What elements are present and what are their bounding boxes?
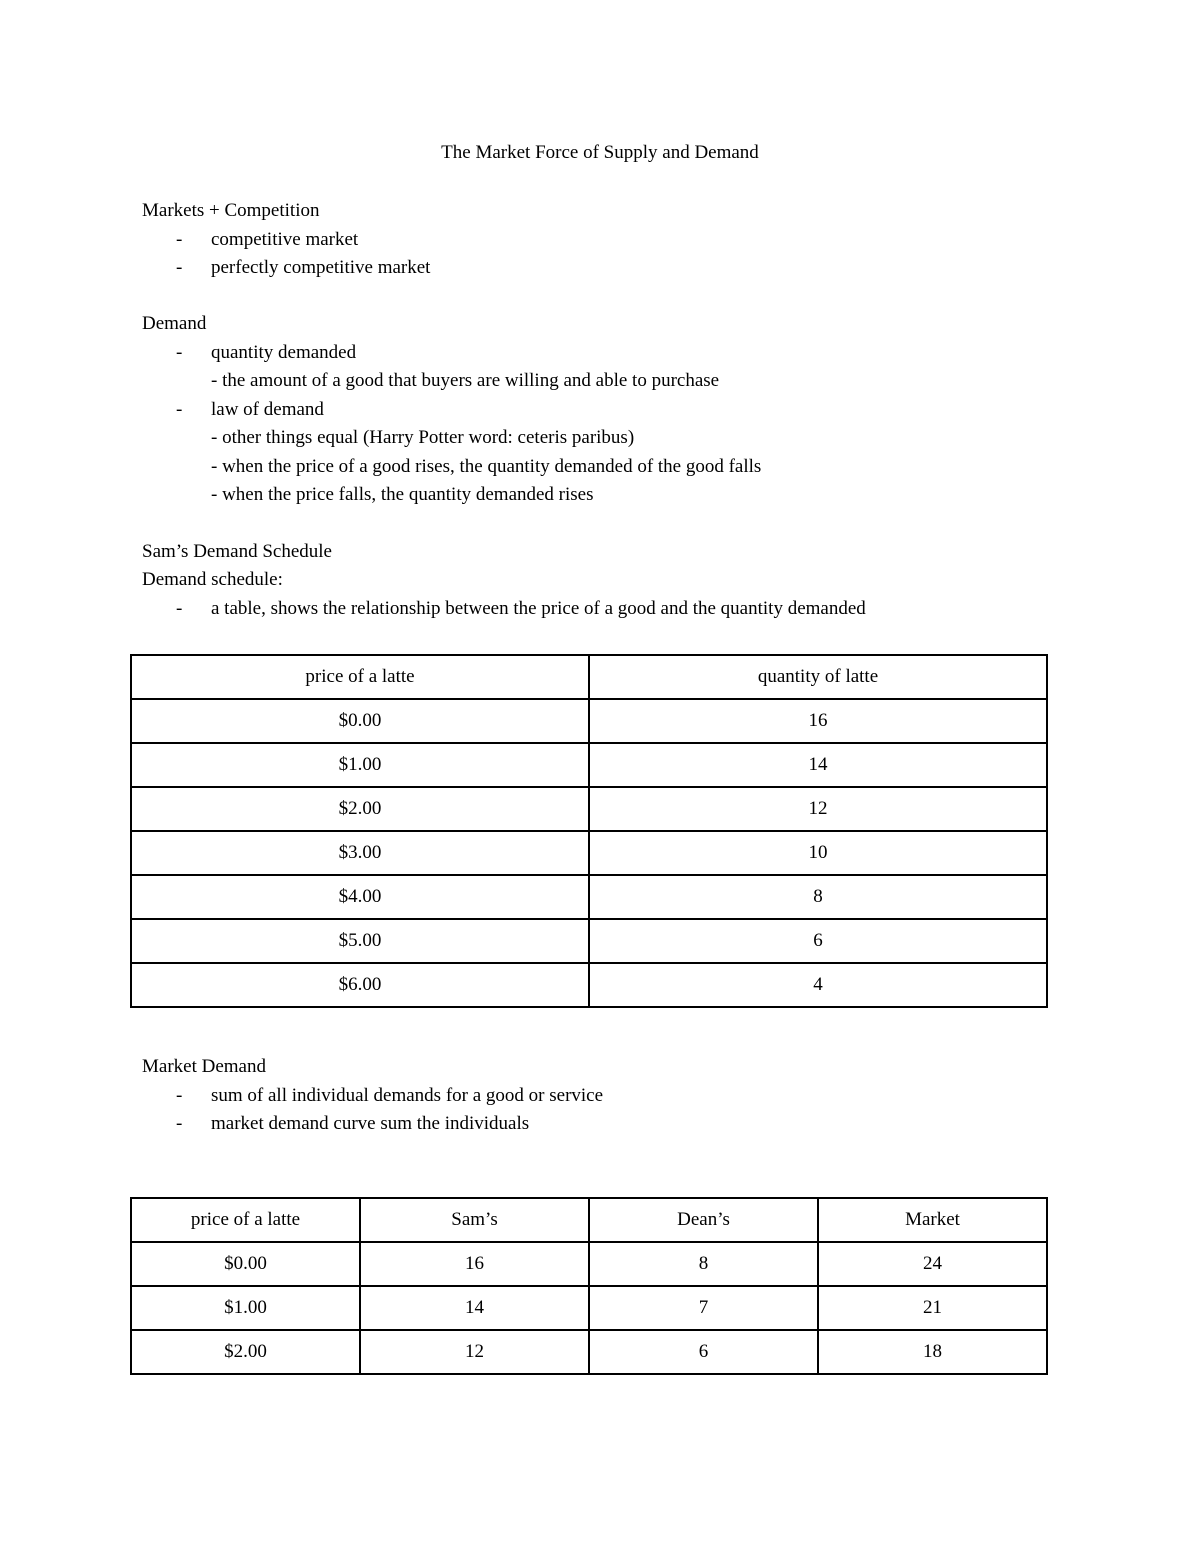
table-cell: 4: [589, 963, 1047, 1007]
list-item: a table, shows the relationship between the price of a good and the quantity demanded: [211, 598, 866, 619]
bullet-dash: -: [176, 1085, 183, 1106]
table-row: [131, 1286, 1047, 1330]
table-cell: 12: [360, 1330, 589, 1374]
table-cell: $1.00: [131, 1286, 360, 1330]
table-cell: $6.00: [131, 963, 589, 1007]
table-row: [131, 787, 1047, 831]
schedule-label: Demand schedule:: [142, 569, 283, 590]
table-cell: $0.00: [131, 1242, 360, 1286]
sub-item: - when the price falls, the quantity demanded rises: [211, 484, 594, 505]
table-row: [131, 1330, 1047, 1374]
list-item: competitive market: [211, 229, 359, 250]
bullet-dash: -: [176, 399, 183, 420]
table-cell: $2.00: [131, 787, 589, 831]
table-cell: 12: [589, 787, 1047, 831]
table-row: [131, 1242, 1047, 1286]
table-cell: $2.00: [131, 1330, 360, 1374]
table-cell: 14: [360, 1286, 589, 1330]
page-title: The Market Force of Supply and Demand: [441, 142, 759, 163]
table-cell: $1.00: [131, 743, 589, 787]
table-header-row: [131, 655, 1047, 699]
section-heading-schedule: Sam’s Demand Schedule: [142, 541, 332, 562]
bullet-dash: -: [176, 229, 183, 250]
section-heading-demand: Demand: [142, 313, 207, 334]
demand-schedule-table: [130, 654, 1048, 1008]
sub-item: - when the price of a good rises, the quantity demanded of the good falls: [211, 456, 762, 477]
table-cell: 8: [589, 1242, 818, 1286]
bullet-dash: -: [176, 1113, 183, 1134]
table-cell: 21: [818, 1286, 1047, 1330]
table-cell: $3.00: [131, 831, 589, 875]
list-item: law of demand: [211, 399, 324, 420]
list-item: sum of all individual demands for a good or service: [211, 1085, 604, 1106]
column-header: quantity of latte: [589, 655, 1047, 699]
column-header: Sam’s: [360, 1198, 589, 1242]
sub-item: - the amount of a good that buyers are willing and able to purchase: [211, 370, 720, 391]
table-cell: 18: [818, 1330, 1047, 1374]
table-row: [131, 831, 1047, 875]
table-cell: 6: [589, 919, 1047, 963]
market-demand-table: [130, 1197, 1048, 1375]
section-heading-market-demand: Market Demand: [142, 1056, 266, 1077]
list-item: perfectly competitive market: [211, 257, 431, 278]
table-cell: $4.00: [131, 875, 589, 919]
table-cell: 10: [589, 831, 1047, 875]
list-item: market demand curve sum the individuals: [211, 1113, 530, 1134]
table-header-row: [131, 1198, 1047, 1242]
table-row: [131, 875, 1047, 919]
sub-item: - other things equal (Harry Potter word: ceteris paribus): [211, 427, 635, 448]
table-cell: 8: [589, 875, 1047, 919]
list-item: quantity demanded: [211, 342, 357, 363]
table-cell: $0.00: [131, 699, 589, 743]
bullet-dash: -: [176, 257, 183, 278]
column-header: price of a latte: [131, 655, 589, 699]
table-row: [131, 743, 1047, 787]
column-header: Dean’s: [589, 1198, 818, 1242]
bullet-dash: -: [176, 598, 183, 619]
column-header: price of a latte: [131, 1198, 360, 1242]
column-header: Market: [818, 1198, 1047, 1242]
table-row: [131, 699, 1047, 743]
table-cell: 16: [589, 699, 1047, 743]
table-cell: 24: [818, 1242, 1047, 1286]
table-row: [131, 919, 1047, 963]
table-cell: 14: [589, 743, 1047, 787]
bullet-dash: -: [176, 342, 183, 363]
section-heading-markets: Markets + Competition: [142, 200, 320, 221]
table-cell: 16: [360, 1242, 589, 1286]
table-row: [131, 963, 1047, 1007]
table-cell: 7: [589, 1286, 818, 1330]
table-cell: $5.00: [131, 919, 589, 963]
table-cell: 6: [589, 1330, 818, 1374]
